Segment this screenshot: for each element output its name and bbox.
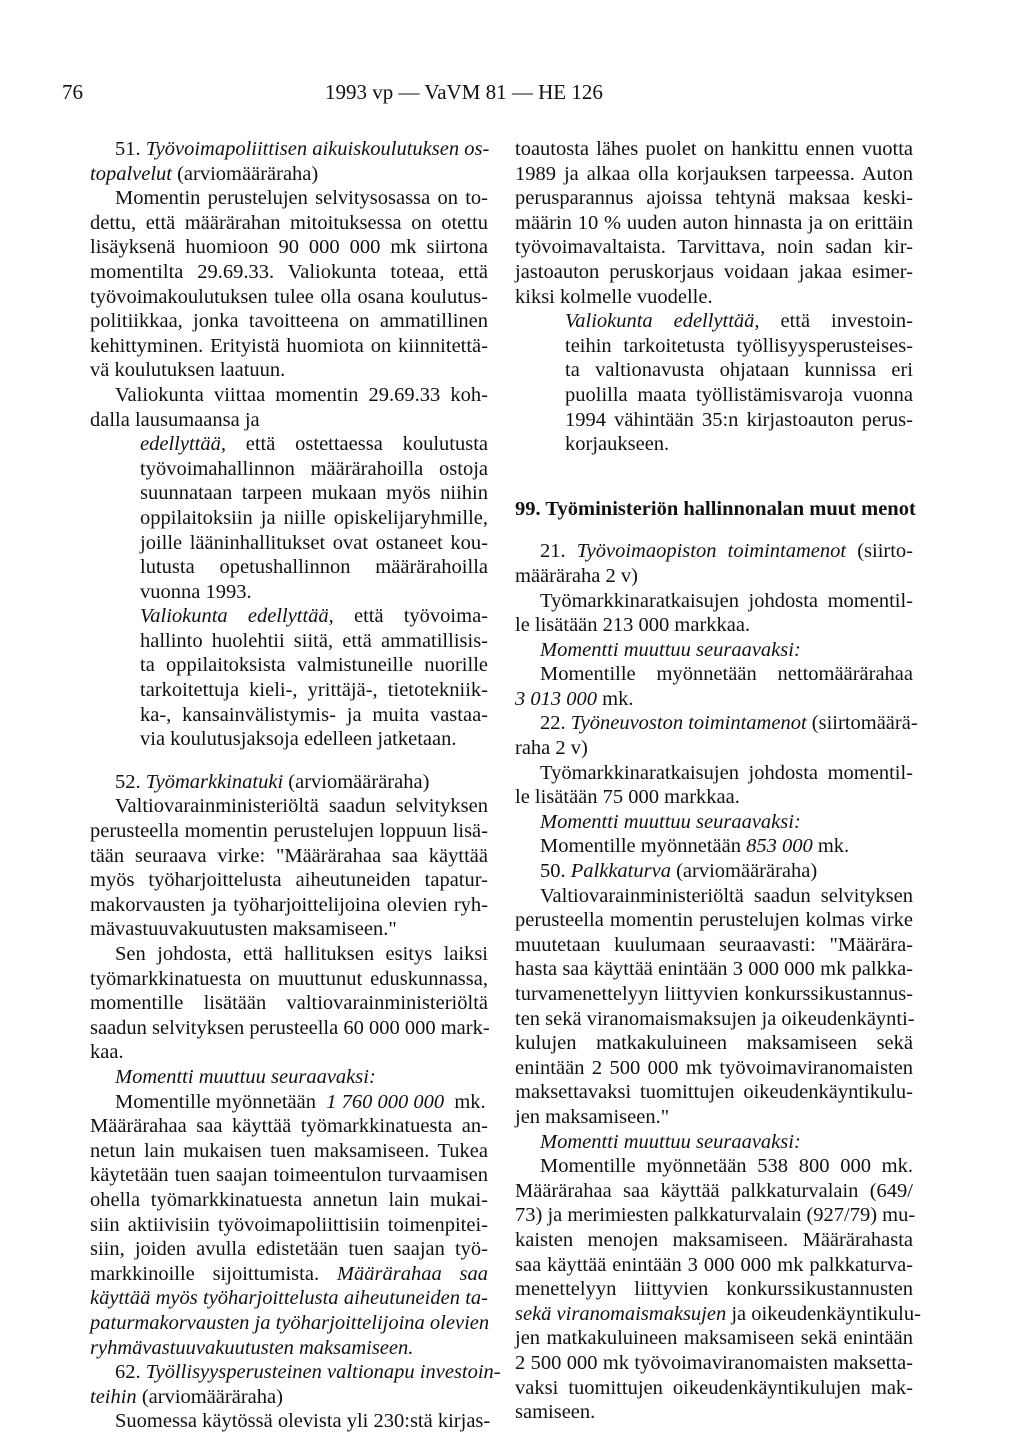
paragraph-line: mävastuuvakuutusten maksamiseen." xyxy=(90,918,397,941)
statement-line: edellyttää, että ostettaessa koulutusta xyxy=(140,433,489,456)
paragraph-line: jen maksamiseen." xyxy=(515,1105,670,1128)
statement-line: työvoimahallinnon määrärahoilla ostoja xyxy=(140,457,488,480)
statement-line: joille lääninhallitukset ovat ostaneet kou- xyxy=(140,531,488,554)
paragraph-line: 73) ja merimiesten palkkaturvalain (927/79) mu- xyxy=(515,1204,916,1227)
paragraph-line: paturmakorvausten ja työharjoittelijoina olevien xyxy=(90,1311,490,1334)
paragraph-line: Sen johdosta, että hallituksen esitys laiksi xyxy=(115,943,488,965)
paragraph-line: sekä viranomaismaksujen ja oikeudenkäyntikulu- xyxy=(515,1302,921,1325)
paragraph-line: menettelyyn liittyvien konkurssikustannusten xyxy=(515,1278,913,1301)
paragraph-line: le lisätään 213 000 markkaa. xyxy=(515,614,751,637)
statement-line: lutusta opetushallinnon määrärahoilla xyxy=(140,556,488,579)
paragraph-line: samiseen. xyxy=(515,1401,596,1424)
amount-line: Momentille myönnetään 1 760 000 000 mk. xyxy=(115,1090,486,1113)
statement-line: ka-, kansainvälistymis- ja muita vastaa- xyxy=(140,703,488,726)
left-column: 51. Työvoimapoliittisen aikuiskoulutuksen os- topalvelut (arviomääräraha) Momentin perustelujen selvitysosassa on to- dettu, että määrärahan mitoituksessa on otettu lisäyksenä huomioon 90 000 000 mk siirtona momentilta 29.69.33. Valiokunta toteaa, että työvoimakoulutuksen tulee olla osana koulutus- politiikkaa, jonka tavoitteena on ammatillinen kehittyminen. Erityistä huomiota on kiinnitettä- vä koulutuksen laatuun. Valiokunta viittaa momentin 29.69.33 koh- dalla lausumaansa ja edellyttää, että ostettaessa koulutusta työvoimahallinnon määrärahoilla ostoja suunnataan tarpeen mukaan myös niihin oppilaitoksiin ja niille opiskelijaryhmille, joille lääninhallitukset ovat ostaneet kou- lutusta opetushallinnon määrärahoilla vuonna 1993. Valiokunta edellyttää, että työvoima- hallinto huolehtii siitä, että ammatillisis- ta oppilaitoksista valmistuneille nuorille tarkoitettuja kieli-, yrittäjä-, tietotekniik- ka-, kansainvälistymis- ja muita vastaa- via koulutusjaksoja edelleen jatketaan. 52. Työmarkkinatuki (arviomääräraha) Valtiovarainministeriöltä saadun selvityksen perusteella momentin perustelujen loppuun lisä- tään seuraava virke: "Määrärahaa saa käyttää myös työharjoittelusta aiheutuneiden tapatur- makorvausten ja työharjoittelijoina olevien ryh- mävastuuvakuutusten maksamiseen." Sen johdosta, että hallituksen esitys laiksi työmarkkinatuesta on muuttunut eduskunnassa, momentille lisätään valtiovarainministeriöltä saadun selvityksen perusteella 60 000 000 mark- kaa. Momentti muuttuu seuraavaksi: Momentille myönnetään 1 760 000 000 mk. Määrärahaa saa käyttää työmarkkinatuesta an- netun lain mukaisen tuen maksamiseen. Tukea käytetään tuen saajan toimeentulon turvaamisen ohella työmarkkinatuesta annetun lain mukai- siin aktiivisiin työvoimapoliittisiin toimenpitei- siin, joiden avulla edistetään tuen saajan työ- markkinoille sijoittumista. Määrärahaa saa käyttää myös työharjoittelusta aiheutuneiden ta- paturmakorvausten ja työharjoittelijoina olevien ryhmävastuuvakuutusten maksamiseen. 62. Työllisyysperusteinen valtionapu investoin- teihin (arviomääräraha) Suomessa käytössä olevista yli 230:stä kirjas- xyxy=(90,138,501,1433)
paragraph-line: kulujen matkakuluineen maksamiseen sekä xyxy=(515,1032,913,1055)
paragraph-line: siin aktiivisiin työvoimapoliittisiin toimenpitei- xyxy=(90,1213,488,1236)
statement-line: ta valtionavusta ohjataan kunnissa eri xyxy=(565,359,913,382)
statement-line: Valiokunta edellyttää, että investoin- xyxy=(565,310,913,333)
paragraph-line: vaksi tuomittujen oikeudenkäyntikulujen mak- xyxy=(515,1376,913,1399)
momentti-label: Momentti muuttuu seuraavaksi: xyxy=(115,1065,376,1088)
statement-line: hallinto huolehtii siitä, että ammatillisis- xyxy=(140,629,488,652)
momentti-label: Momentti muuttuu seuraavaksi: xyxy=(540,810,801,833)
paragraph-line: markkinoille sijoittumista. Määrärahaa saa xyxy=(90,1262,488,1285)
statement-line: suunnataan tarpeen mukaan myös niihin xyxy=(140,482,488,505)
paragraph-line: le lisätään 75 000 markkaa. xyxy=(515,786,740,809)
statement-line: oppilaitoksiin ja niille opiskelijaryhmille, xyxy=(140,506,488,529)
paragraph-line: Momentin perustelujen selvitysosassa on to- xyxy=(115,187,488,210)
paragraph-line: momentille lisätään valtiovarainministeriöltä xyxy=(90,992,488,1015)
paragraph-line: saadun selvityksen perusteella 60 000 000 mark- xyxy=(90,1016,490,1039)
amount-line: 3 013 000 mk. xyxy=(515,687,634,710)
paragraph-line: Määrärahaa saa käyttää palkkaturvalain (649/ xyxy=(515,1179,913,1202)
paragraph-line: dalla lausumaansa ja xyxy=(90,408,260,431)
paragraph-line: enintään 2 500 000 mk työvoimaviranomaisten xyxy=(515,1056,913,1079)
statement-line: korjaukseen. xyxy=(565,433,670,456)
section-52-heading: 52. Työmarkkinatuki (arviomääräraha) xyxy=(115,770,430,793)
section-62-heading: 62. Työllisyysperusteinen valtionapu investoin- xyxy=(115,1361,501,1384)
paragraph-line: työvoimakoulutuksen tulee olla osana koulutus- xyxy=(90,285,488,308)
paragraph-line: hasta saa käyttää enintään 3 000 000 mk palkka- xyxy=(515,958,913,981)
paragraph-line: perusteella momentin perustelujen loppuun lisä- xyxy=(90,820,488,843)
paragraph-line: politiikkaa, jonka tavoitteena on ammatillinen xyxy=(90,310,488,333)
statement-line: 1994 vähintään 35:n kirjastoauton perus- xyxy=(565,408,913,431)
paragraph-line: siin, joiden avulla edistetään tuen saajan työ- xyxy=(90,1238,488,1261)
paragraph-line: ten sekä viranomaismaksujen ja oikeudenkäynti- xyxy=(515,1007,915,1030)
paragraph-line: saa käyttää enintään 3 000 000 mk palkkaturva- xyxy=(515,1253,913,1276)
section-51-heading: 51. Työvoimapoliittisen aikuiskoulutuksen os- xyxy=(115,138,490,160)
statement-line: teihin tarkoitetusta työllisyysperusteises- xyxy=(565,334,913,357)
section-50-heading: 50. Palkkaturva (arviomääräraha) xyxy=(540,860,818,883)
section-21-heading: 21. Työvoimaopiston toimintamenot (siirto- xyxy=(540,540,914,563)
paragraph-line: Valiokunta viittaa momentin 29.69.33 koh- xyxy=(115,383,488,406)
paragraph-line: työmarkkinatuesta on muuttunut eduskunnassa, xyxy=(90,967,488,990)
statement-line: puolilla maata työllistämisvaroja vuonna xyxy=(565,383,913,406)
paragraph-line: käyttää myös työharjoittelusta aiheutuneiden ta- xyxy=(90,1287,488,1310)
statement-line: via koulutusjaksoja edelleen jatketaan. xyxy=(140,728,457,751)
paragraph-line: dettu, että määrärahan mitoituksessa on otettu xyxy=(90,211,488,234)
statement-line: Valiokunta edellyttää, että työvoima- xyxy=(140,605,489,628)
paragraph-line: toautosta lähes puolet on hankittu ennen vuotta xyxy=(515,138,913,160)
paragraph-line: turvamenettelyyn liittyvien konkurssikustannus- xyxy=(515,983,913,1005)
paragraph-line: vä koulutuksen laatuun. xyxy=(90,359,286,382)
right-column: toautosta lähes puolet on hankittu ennen vuotta 1989 ja alkaa olla korjauksen tarpeessa. Auton perusparannus ajoissa tehtynä maksaa keski- määrin 10 % uuden auton hinnasta ja on erittäin työvoimavaltaista. Tarvittava, noin sadan kir- jastoauton peruskorjaus voidaan jakaa esimer- kiksi kolmelle vuodelle. Valiokunta edellyttää, että investoin- teihin tarkoitetusta työllisyysperusteises- ta valtionavusta ohjataan kunnissa eri puolilla maata työllistämisvaroja vuonna 1994 vähintään 35:n kirjastoauton perus- korjaukseen. 99. Työministeriön hallinnonalan muut menot 21. Työvoimaopiston toimintamenot (siirto- määräraha 2 v) Työmarkkinaratkaisujen johdosta momentil- le lisätään 213 000 markkaa. Momentti muuttuu seuraavaksi: Momentille myönnetään nettomäärärahaa 3 013 000 mk. 22. Työneuvoston toimintamenot (siirtomäärä- raha 2 v) Työmarkkinaratkaisujen johdosta momentil- le lisätään 75 000 markkaa. Momentti muuttuu seuraavaksi: Momentille myönnetään 853 000 mk. 50. Palkkaturva (arviomääräraha) Valtiovarainministeriöltä saadun selvityksen perusteella momentin perustelujen kolmas virke muutetaan kuulumaan seuraavasti: "Määrära- hasta saa käyttää enintään 3 000 000 mk palkka- turvamenettelyyn liittyvien konkurssikustannus- ten sekä viranomaismaksujen ja oikeudenkäynti- kulujen matkakuluineen maksamiseen sekä enintään 2 500 000 mk työvoimaviranomaisten maksettavaksi tuomittujen oikeudenkäyntikulu- jen maksamiseen." Momentti muuttuu seuraavaksi: Momentille myönnetään 538 800 000 mk. Määrärahaa saa käyttää palkkaturvalain (649/ 73) ja merimiesten palkkaturvalain (927/79) mu- kaisten menojen maksamiseen. Määrärahasta saa käyttää enintään 3 000 000 mk palkkaturva- menettelyyn liittyvien konkurssikustannusten sekä viranomaismaksujen ja oikeudenkäyntikulu- jen matkakuluineen maksamiseen sekä enintään 2 500 000 mk työvoimaviranomaisten maksetta- vaksi tuomittujen oikeudenkäyntikulujen mak- samiseen. xyxy=(515,138,921,1424)
paragraph-line: Momentille myönnetään nettomäärärahaa xyxy=(540,663,913,686)
paragraph-line: Momentille myönnetään 538 800 000 mk. xyxy=(540,1155,913,1178)
paragraph-line: käytetään tuen saajan toimeentulon turvaamisen xyxy=(90,1164,488,1187)
paragraph-line: netun lain mukaisen tuen maksamiseen. Tukea xyxy=(90,1139,488,1162)
section-99-heading: 99. Työministeriön hallinnonalan muut menot xyxy=(515,497,916,520)
paragraph-line: tään seuraava virke: "Määrärahaa saa käyttää xyxy=(90,844,488,867)
paragraph-line: kiksi kolmelle vuodelle. xyxy=(515,285,713,308)
paragraph-line: Valtiovarainministeriöltä saadun selvityksen xyxy=(115,795,488,818)
page-number: 76 xyxy=(62,80,83,104)
paragraph-line: työvoimavaltaista. Tarvittava, noin sadan kir- xyxy=(515,236,913,259)
paragraph-line: perusparannus ajoissa tehtynä maksaa keski- xyxy=(515,187,913,210)
paragraph-line: lisäyksenä huomioon 90 000 000 mk siirtona xyxy=(90,236,488,259)
statement-line: vuonna 1993. xyxy=(140,580,252,603)
paragraph-line: kehittyminen. Erityistä huomiota on kiinnitettä- xyxy=(90,334,488,357)
paragraph-line: Valtiovarainministeriöltä saadun selvityksen xyxy=(540,884,913,907)
paragraph-line: Työmarkkinaratkaisujen johdosta momentil- xyxy=(540,761,913,784)
paragraph-line: perusteella momentin perustelujen kolmas virke xyxy=(515,909,913,932)
paragraph-line: kaa. xyxy=(90,1041,124,1064)
running-header: 1993 vp — VaVM 81 — HE 126 xyxy=(325,80,603,104)
paragraph-line: muutetaan kuulumaan seuraavasti: "Määrära- xyxy=(515,933,913,956)
paragraph-line: myös työharjoittelusta aiheutuneiden tapatur- xyxy=(90,869,488,892)
paragraph-line: Suomessa käytössä olevista yli 230:stä kirjas- xyxy=(115,1410,491,1433)
paragraph-line: Työmarkkinaratkaisujen johdosta momentil- xyxy=(540,589,913,612)
amount-line: Momentille myönnetään 853 000 mk. xyxy=(540,835,850,858)
paragraph-line: 2 500 000 mk työvoimaviranomaisten maksetta- xyxy=(515,1351,913,1374)
momentti-label: Momentti muuttuu seuraavaksi: xyxy=(540,1130,801,1153)
paragraph-line: 1989 ja alkaa olla korjauksen tarpeessa. Auton xyxy=(515,162,913,185)
paragraph-line: momentilta 29.69.33. Valiokunta toteaa, että xyxy=(90,260,488,283)
paragraph-line: jen matkakuluineen maksamiseen sekä enintään xyxy=(515,1327,913,1350)
paragraph-line: makorvausten ja työharjoittelijoina olevien ryh- xyxy=(90,893,488,916)
paragraph-line: ryhmävastuuvakuutusten maksamiseen. xyxy=(90,1336,414,1359)
paragraph-line: maksettavaksi tuomittujen oikeudenkäyntikulu- xyxy=(515,1081,913,1104)
paragraph-line: kaisten menojen maksamiseen. Määrärahasta xyxy=(515,1228,913,1251)
statement-line: ta oppilaitoksista valmistuneille nuorille xyxy=(140,654,488,677)
paragraph-line: Määrärahaa saa käyttää työmarkkinatuesta an- xyxy=(90,1115,488,1138)
paragraph-line: määrin 10 % uuden auton hinnasta ja on erittäin xyxy=(515,211,913,234)
statement-line: tarkoitettuja kieli-, yrittäjä-, tietotekniik- xyxy=(140,679,488,702)
section-22-heading: 22. Työneuvoston toimintamenot (siirtomäärä- xyxy=(540,712,918,735)
paragraph-line: jastoauton peruskorjaus voidaan jakaa esimer- xyxy=(515,260,913,283)
paragraph-line: ohella työmarkkinatuesta annetun lain mukai- xyxy=(90,1188,488,1211)
momentti-label: Momentti muuttuu seuraavaksi: xyxy=(540,638,801,661)
